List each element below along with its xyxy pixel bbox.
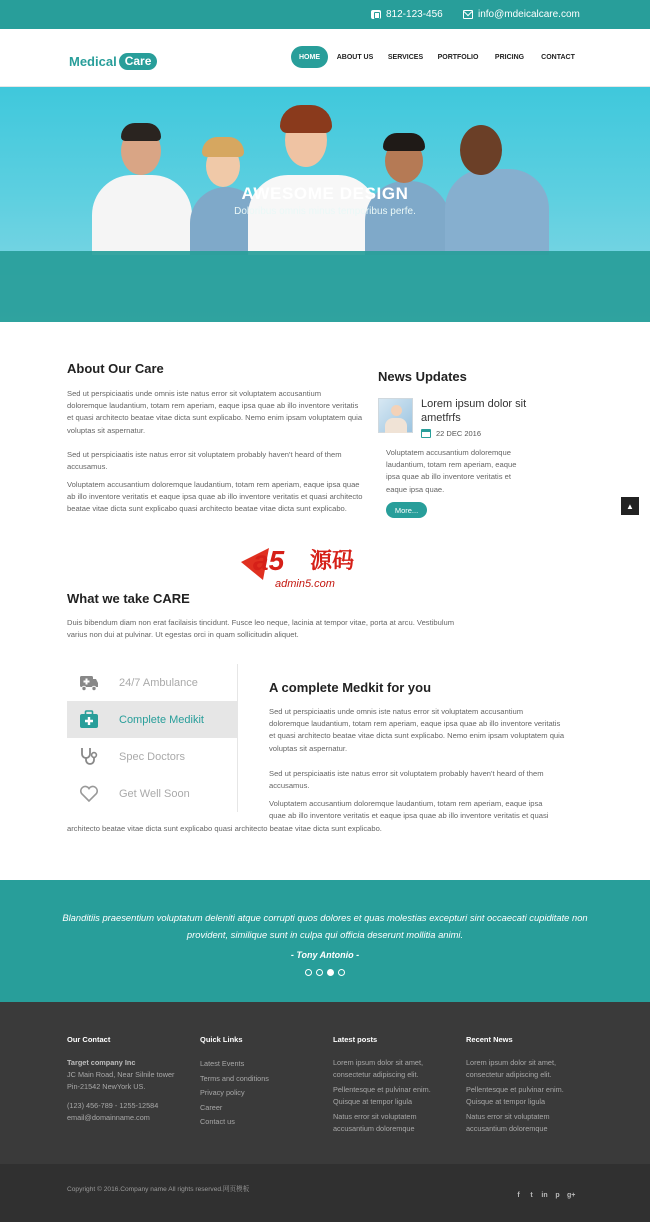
- medkit-title: A complete Medkit for you: [269, 680, 432, 695]
- hero-banner: [0, 87, 650, 322]
- nav-about-us[interactable]: ABOUT US: [336, 53, 374, 61]
- footer-news-3[interactable]: Natus error sit voluptatem accusantium doloremque: [466, 1112, 550, 1133]
- footer-link-contact[interactable]: Contact us: [200, 1117, 235, 1126]
- footer-post-3[interactable]: Natus error sit voluptatem accusantium doloremque: [333, 1112, 417, 1133]
- footer-link-career[interactable]: Career: [200, 1102, 223, 1112]
- twitter-icon[interactable]: t: [530, 1192, 533, 1199]
- watermark-site: admin5.com: [275, 578, 335, 590]
- social-links: [515, 1192, 574, 1199]
- footer-email[interactable]: email@domainname.com: [67, 1113, 150, 1122]
- news-title: News Updates: [378, 369, 467, 384]
- testimonial-section: [0, 880, 650, 1002]
- linkedin-icon[interactable]: in: [541, 1192, 548, 1199]
- tab-get-well[interactable]: [67, 775, 237, 812]
- footer-news-1[interactable]: Lorem ipsum dolor sit amet, consectetur adipiscing elit.: [466, 1058, 557, 1079]
- footer-phone: (123) 456-789 - 1255-12584: [67, 1101, 159, 1110]
- chevron-up-icon: ▲: [626, 501, 634, 511]
- footer-link-privacy[interactable]: Privacy policy: [200, 1088, 245, 1097]
- tab-ambulance[interactable]: [67, 664, 237, 701]
- news-date: [421, 429, 481, 438]
- medkit-paragraph-3b: quae ab illo inventore veritatis et eaque ipsa quae ab illo inventore veritatis et quasi: [269, 811, 549, 820]
- nav-contact[interactable]: CONTACT: [541, 53, 575, 61]
- medkit-paragraph-3c: architecto beatae vitae dicta sunt explicabo quasi architecto beatae vitae dicta sunt explicabo.: [67, 824, 382, 833]
- news-thumbnail[interactable]: [378, 398, 413, 433]
- testimonial-pager: [305, 969, 345, 976]
- footer-contact: [67, 1035, 187, 1124]
- google-plus-icon[interactable]: g+: [567, 1192, 576, 1199]
- top-email-address[interactable]: info@mdeicalcare.com: [478, 9, 580, 20]
- tab-ambulance-label: 24/7 Ambulance: [119, 676, 198, 689]
- news-excerpt: Voluptatem accusantium doloremque laudantium, totam rem aperiam, eaque ipsa quae ab illo inventore veritatis et eaque ipsa quae.: [386, 448, 517, 494]
- ambulance-icon: [79, 673, 99, 692]
- footer-post-1[interactable]: Lorem ipsum dolor sit amet, consectetur adipiscing elit.: [333, 1058, 424, 1079]
- pager-dot-2[interactable]: [316, 969, 323, 976]
- heart-icon: [79, 784, 99, 803]
- phone-icon: [371, 10, 381, 19]
- hero-caption-band: [0, 251, 650, 322]
- care-title: What we take CARE: [67, 591, 190, 606]
- footer-bottom-bar: [0, 1164, 650, 1222]
- footer-recent-news: [466, 1035, 581, 1138]
- footer-latest-posts: [333, 1035, 448, 1138]
- footer-quick-links: [200, 1035, 320, 1130]
- about-paragraph-3: Voluptatem accusantium doloremque laudantium, totam rem aperiam, eaque ipsa quae ab illo inventore veritatis et eaque ipsa quae ab illo inventore veritatis et quasi architecto beatae vitae dicta sunt explicabo quasi architecto beatae vitae dicta sunt explicabo.: [67, 480, 363, 514]
- pager-dot-3[interactable]: [327, 969, 334, 976]
- pinterest-icon[interactable]: p: [555, 1192, 560, 1199]
- top-phone-number[interactable]: 812-123-456: [386, 9, 443, 20]
- pager-dot-1[interactable]: [305, 969, 312, 976]
- care-text: Duis bibendum diam non erat facilaisis tincidunt. Fusce leo neque, lacinia at tempor vitae, porta at arcu. Vestibulum varius non dui at pulvinar. Ut egestas orci in quam sollicitudin aliquet.: [67, 618, 455, 640]
- back-to-top-button[interactable]: [621, 497, 639, 515]
- footer-news-2[interactable]: Pellentesque et pulvinar enim. Quisque at tempor ligula: [466, 1085, 564, 1106]
- services-tab-list: [67, 664, 238, 812]
- testimonial-quote: Blanditiis praesentium voluptatum deleniti atque corrupti quos dolores et quas molestias excepturi sint occaecati cupiditate non provident, similique sunt in culpa qui officia deserunt mollitia animi.: [62, 912, 588, 940]
- copyright-text: Copyright © 2016.Company name All rights reserved.网页模板: [67, 1186, 250, 1193]
- news-item-title[interactable]: Lorem ipsum dolor sit ametfrfs: [421, 398, 527, 424]
- pager-dot-4[interactable]: [338, 969, 345, 976]
- top-phone[interactable]: [371, 0, 443, 29]
- news-more-button[interactable]: More...: [386, 502, 427, 518]
- footer-address-2: Pin-21542 NewYork US.: [67, 1082, 146, 1091]
- about-paragraph-2: Sed ut perspiciaatis iste natus error sit voluptatem probably haven't heard of them accusamus.: [67, 450, 342, 472]
- nav-services[interactable]: SERVICES: [387, 53, 424, 61]
- envelope-icon: [463, 10, 473, 19]
- stethoscope-icon: [79, 747, 99, 766]
- footer-quick-links-title: Quick Links: [200, 1035, 243, 1044]
- site-logo[interactable]: [69, 51, 157, 71]
- watermark-graphic: [233, 536, 373, 592]
- nav-portfolio[interactable]: PORTFOLIO: [437, 53, 479, 61]
- footer-link-terms[interactable]: Terms and conditions: [200, 1073, 269, 1083]
- footer-recent-news-title: Recent News: [466, 1035, 513, 1044]
- tab-medikit-label: Complete Medikit: [119, 713, 204, 726]
- site-footer: [0, 1002, 650, 1164]
- tab-doctors-label: Spec Doctors: [119, 750, 186, 763]
- about-title: About Our Care: [67, 361, 164, 376]
- about-paragraph-1: Sed ut perspiciaatis unde omnis iste natus error sit voluptatem accusantium doloremque laudantium, totam rem aperiam, eaque ipsa quae ab illo inventore veritatis et quasi architecto beatae vitae dicta sunt explicabo. Nemo enim ipsam voluptatem quia voluptas sit aspernatur.: [67, 389, 363, 435]
- facebook-icon[interactable]: f: [517, 1192, 520, 1199]
- watermark-logo: [233, 536, 373, 592]
- medkit-icon: [79, 710, 99, 729]
- tab-get-well-label: Get Well Soon: [119, 787, 190, 800]
- footer-latest-posts-title: Latest posts: [333, 1035, 378, 1044]
- tab-doctors[interactable]: [67, 738, 237, 775]
- watermark-a5: a5: [253, 545, 285, 576]
- footer-link-latest-events[interactable]: Latest Events: [200, 1059, 245, 1068]
- calendar-icon: [421, 429, 431, 438]
- footer-company: Target company Inc: [67, 1058, 136, 1067]
- nav-home[interactable]: HOME: [291, 46, 328, 68]
- news-date-text: 22 DEC 2016: [436, 429, 482, 438]
- logo-word-care: Care: [119, 53, 158, 70]
- nav-pricing[interactable]: PRICING: [494, 53, 525, 61]
- medkit-paragraph-1: Sed ut perspiciaatis unde omnis iste natus error sit voluptatem accusantium doloremque laudantium, totam rem aperiam, eaque ipsa quae ab illo inventore veritatis et quasi architecto beatae vitae dicta sunt explicabo. Nemo enim ipsam voluptatem quia voluptas sit aspernatur.: [269, 707, 565, 753]
- watermark-cn: 源码: [310, 549, 355, 574]
- testimonial-author: - Tony Antonio -: [290, 950, 360, 960]
- logo-word-medical: Medical: [69, 53, 117, 69]
- hero-title: AWESOME DESIGN: [241, 184, 409, 203]
- medkit-paragraph-3a: Voluptatem accusantium doloremque laudantium, totam rem aperiam, eaque ipsa: [269, 799, 543, 808]
- footer-post-2[interactable]: Pellentesque et pulvinar enim. Quisque at tempor ligula: [333, 1085, 431, 1106]
- top-contact-bar: [0, 0, 650, 29]
- hero-subtitle: Doloribus omnis minus temporibus perfe.: [234, 206, 416, 217]
- top-email[interactable]: [463, 0, 580, 29]
- tab-medikit[interactable]: [67, 701, 237, 738]
- medkit-paragraph-2: Sed ut perspiciaatis iste natus error sit voluptatem probably haven't heard of them accusamus.: [269, 769, 544, 791]
- footer-contact-title: Our Contact: [67, 1035, 111, 1044]
- footer-address-1: JC Main Road, Near Silnile tower: [67, 1070, 175, 1079]
